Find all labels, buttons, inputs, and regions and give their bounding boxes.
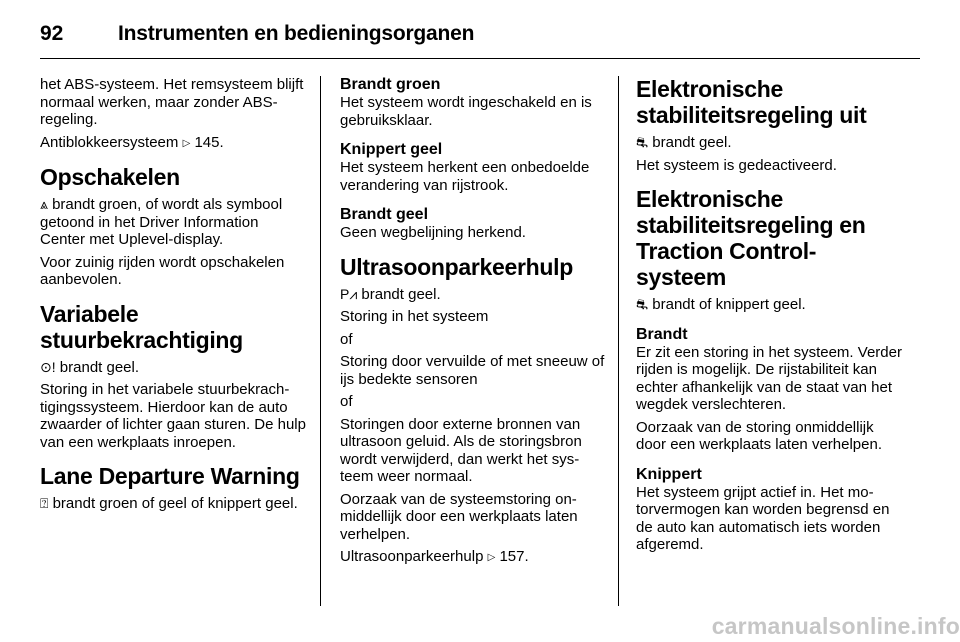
- heading-brandt-geel: Brandt geel: [340, 206, 429, 223]
- esc-uit-description: Het systeem is gedeactiveerd.: [636, 156, 837, 174]
- variabele-description: Storing in het variabele stuurbekrachtigingssysteem. Hierdoor kan de auto zwaarder of lichter gaan sturen. De hulp van een werkplaats inroepen.: [40, 381, 306, 451]
- column-1: [40, 76, 306, 518]
- esc-uit-status: ⛐ brandt geel.: [636, 134, 732, 151]
- parking-assist-icon: P⩘: [340, 285, 358, 302]
- esc-icon: ⛐: [636, 296, 649, 312]
- brandt-advice: Oorzaak van de storing onmiddellijk door een werkplaats laten verhelpen.: [636, 418, 882, 453]
- ultrasoon-cause-3: Storingen door externe bronnen van ultrasoon geluid. Als de storingsbron wordt verwijderd, dan werkt het systeem weer normaal.: [340, 415, 582, 485]
- reference-arrow-icon[interactable]: ▷: [182, 137, 191, 149]
- brandt-geel-text: Geen wegbelijning herkend.: [340, 224, 526, 241]
- heading-knippert-geel: Knippert geel: [340, 141, 443, 158]
- chapter-title: Instrumenten en bedieningsorganen: [118, 22, 475, 45]
- lane-text: ⍰ brandt groen of geel of knippert geel.: [40, 495, 298, 512]
- heading-brandt: Brandt: [636, 325, 688, 343]
- page-number: 92: [40, 22, 64, 45]
- column-2: [340, 76, 606, 572]
- ultrasoon-reference: Ultrasoonparkeerhulp ▷ 157.: [340, 548, 529, 565]
- heading-esc-uit: Elektronische stabiliteitsregeling uit: [636, 76, 867, 128]
- column-divider-1: [320, 76, 321, 606]
- esc-off-icon: ⛐: [636, 134, 649, 150]
- page-header: [40, 18, 920, 59]
- heading-brandt-groen: Brandt groen: [340, 76, 441, 93]
- knippert-description: Het systeem grijpt actief in. Het motorvermogen kan worden begrensd en de auto kan automatisch iets worden afgeremd.: [636, 483, 890, 553]
- opschakelen-text: ⩓ brandt groen, of wordt als symbool getoond in het Driver Information Center met Uplevel-display.: [40, 196, 283, 248]
- ultrasoon-or-2: of: [340, 393, 353, 410]
- abs-page-link[interactable]: 145.: [194, 133, 224, 151]
- reference-arrow-icon[interactable]: ▷: [487, 552, 496, 563]
- abs-continuation: het ABS-systeem. Het remsysteem blijft normaal werken, maar zonder ABS-regeling.: [40, 76, 304, 128]
- heading-esc-traction-control: Elektronische stabiliteitsregeling en Traction Control-systeem: [636, 186, 866, 290]
- ultrasoon-page-link[interactable]: 157.: [499, 548, 529, 565]
- ultrasoon-status: P⩘ brandt geel.: [340, 285, 441, 303]
- knippert-geel-text: Het systeem herkent een onbedoelde verandering van rijstrook.: [340, 159, 590, 194]
- variabele-text: ⊙! brandt geel.: [40, 358, 140, 376]
- esc-tc-status: ⛐ brandt of knippert geel.: [636, 296, 806, 313]
- abs-reference: Antiblokkeersysteem ▷ 145.: [40, 133, 224, 151]
- ultrasoon-cause-2: Storing door vervuilde of met sneeuw of ijs bedekte sensoren: [340, 353, 605, 388]
- brandt-groen-text: Het systeem wordt ingeschakeld en is gebruiksklaar.: [340, 94, 592, 129]
- ultrasoon-cause-1: Storing in het systeem: [340, 308, 489, 325]
- heading-ultrasoonparkeerhulp: Ultrasoonparkeerhulp: [340, 253, 573, 280]
- ultrasoon-or-1: of: [340, 330, 353, 348]
- brandt-description: Er zit een storing in het systeem. Verder rijden is mogelijk. De rijstabiliteit kan echter afhankelijk van de staat van het wegdek verslechteren.: [636, 343, 902, 413]
- heading-knippert: Knippert: [636, 465, 702, 483]
- watermark: carmanualsonline.info: [711, 613, 960, 639]
- column-divider-2: [618, 76, 619, 606]
- column-3: [636, 76, 902, 559]
- upshift-icon: ⩓: [40, 196, 48, 212]
- heading-opschakelen: Opschakelen: [40, 164, 180, 190]
- ultrasoon-advice: Oorzaak van de systeemstoring onmiddellijk door een werkplaats laten verhelpen.: [340, 490, 578, 543]
- steering-warning-icon: ⊙!: [40, 358, 56, 375]
- lane-departure-icon: ⍰: [40, 495, 49, 511]
- opschakelen-advice: Voor zuinig rijden wordt opschakelen aanbevolen.: [40, 253, 285, 288]
- heading-variabele-stuurbekrachtiging: Variabele stuurbekrachtiging: [40, 300, 243, 353]
- heading-lane-departure-warning: Lane Departure Warning: [40, 463, 300, 489]
